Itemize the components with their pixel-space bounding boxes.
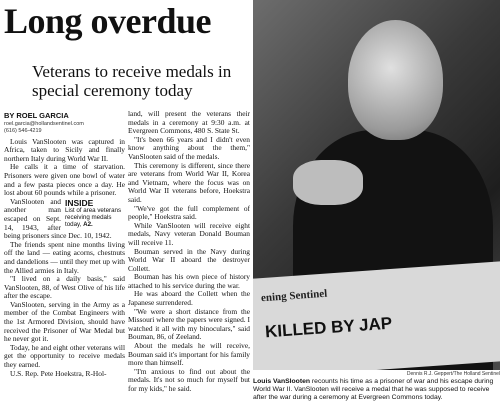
paragraph: About the medals he will receive, Bouman said it's important for his family more than himself. <box>128 341 250 368</box>
paragraph: This ceremony is different, since there are veterans from World War II, Korea and Vietnam, where the focus was on World War II veterans before, Hoekstra said. <box>128 160 250 204</box>
paragraph: "I'm anxious to find out about the medals. It's not so much for myself but for my kids," he said. <box>128 366 250 393</box>
photo-newspaper-masthead: ening Sentinel <box>260 287 328 305</box>
paragraph: "It's been 66 years and I didn't even know anything about the them," VanSlooten said of the medals. <box>128 134 250 161</box>
paragraph: VanSlooten and another man escaped on Sept. 14, 1943, after being prisoners since Dec. 10, 1942. <box>4 196 112 241</box>
news-photo <box>253 0 500 370</box>
paragraph: "We've got the full complement of people," Hoekstra said. <box>128 203 250 222</box>
paragraph: "We were a short distance from the Missouri where the papers were signed. I watched it all with my binoculars," said Bouman, 86, of Zeeland. <box>128 306 250 342</box>
paragraph: Today, he and eight other veterans will get the opportunity to receive medals they earned. <box>4 342 125 370</box>
photo-credit: Dennis R.J. Geppert/The Holland Sentinel <box>406 371 500 377</box>
paragraph: He was aboard the Collett when the Japanese surrendered. <box>128 289 250 308</box>
paragraph: "I lived on a daily basis," said VanSlooten, 88, of West Olive of his life after the escape. <box>4 274 125 301</box>
headline: Long overdue <box>4 1 212 41</box>
inside-text: List of area veterans receiving medals today, <box>65 206 122 228</box>
deck: Veterans to receive medals in special ceremony today <box>32 62 232 100</box>
photo-newspaper-headline: KILLED BY JAP <box>264 313 393 342</box>
caption-name: Louis VanSlooten <box>253 378 311 385</box>
inside-box[interactable] <box>65 197 125 228</box>
caption-text: recounts his time as a prisoner of war and his escape during World War II. VanSlooten will receive a medal that he was supposed to receive after the war during a ceremony at Evergreen Commons today. <box>253 378 494 401</box>
paragraph: VanSlooten, serving in the Army as a member of the Combat Engineers with the 1st Armored Division, should have received the Prisoner of War Medal but he never got it. <box>4 299 125 344</box>
byline-phone: (616) 546-4219 <box>4 127 42 134</box>
photo-figure-hands <box>293 160 363 205</box>
article-column-1 <box>4 110 125 378</box>
byline-name: BY ROEL GARCIA <box>4 111 69 120</box>
paragraph: He calls it a time of starvation. Prisoners were given one bowl of water and a few pasta pieces once a day. He lost about 60 pounds while a prisoner. <box>4 162 125 198</box>
photo-caption <box>253 378 500 402</box>
paragraph: land, will present the veterans their medals in a ceremony at 9:30 a.m. at Evergreen Commons, 480 S. State St. <box>128 109 250 136</box>
paragraph: The friends spent nine months living off the land — eating acorns, chestnuts and dandelions — until they met up with the Allied armies in Italy. <box>4 239 125 275</box>
paragraph: Bouman served in the Navy during World War II aboard the destroyer Collett. <box>128 246 250 273</box>
paragraph: U.S. Rep. Pete Hoekstra, R-Hol- <box>10 368 107 378</box>
inside-ref: A2. <box>83 220 93 228</box>
article-column-2 <box>128 110 250 394</box>
inside-title: INSIDE <box>65 197 94 208</box>
paragraph: While VanSlooten will receive eight medals, Navy veteran Donald Bouman will receive 11. <box>128 220 250 247</box>
paragraph: Louis VanSlooten was captured in Africa, taken to Sicily and finally northern Italy during World War II. <box>4 136 125 163</box>
paragraph: Bouman has his own piece of history attached to his service during the war. <box>128 272 250 290</box>
photo-figure-head <box>348 20 443 140</box>
byline-email[interactable]: roel.garcia@hollandsentinel.com <box>4 120 84 127</box>
